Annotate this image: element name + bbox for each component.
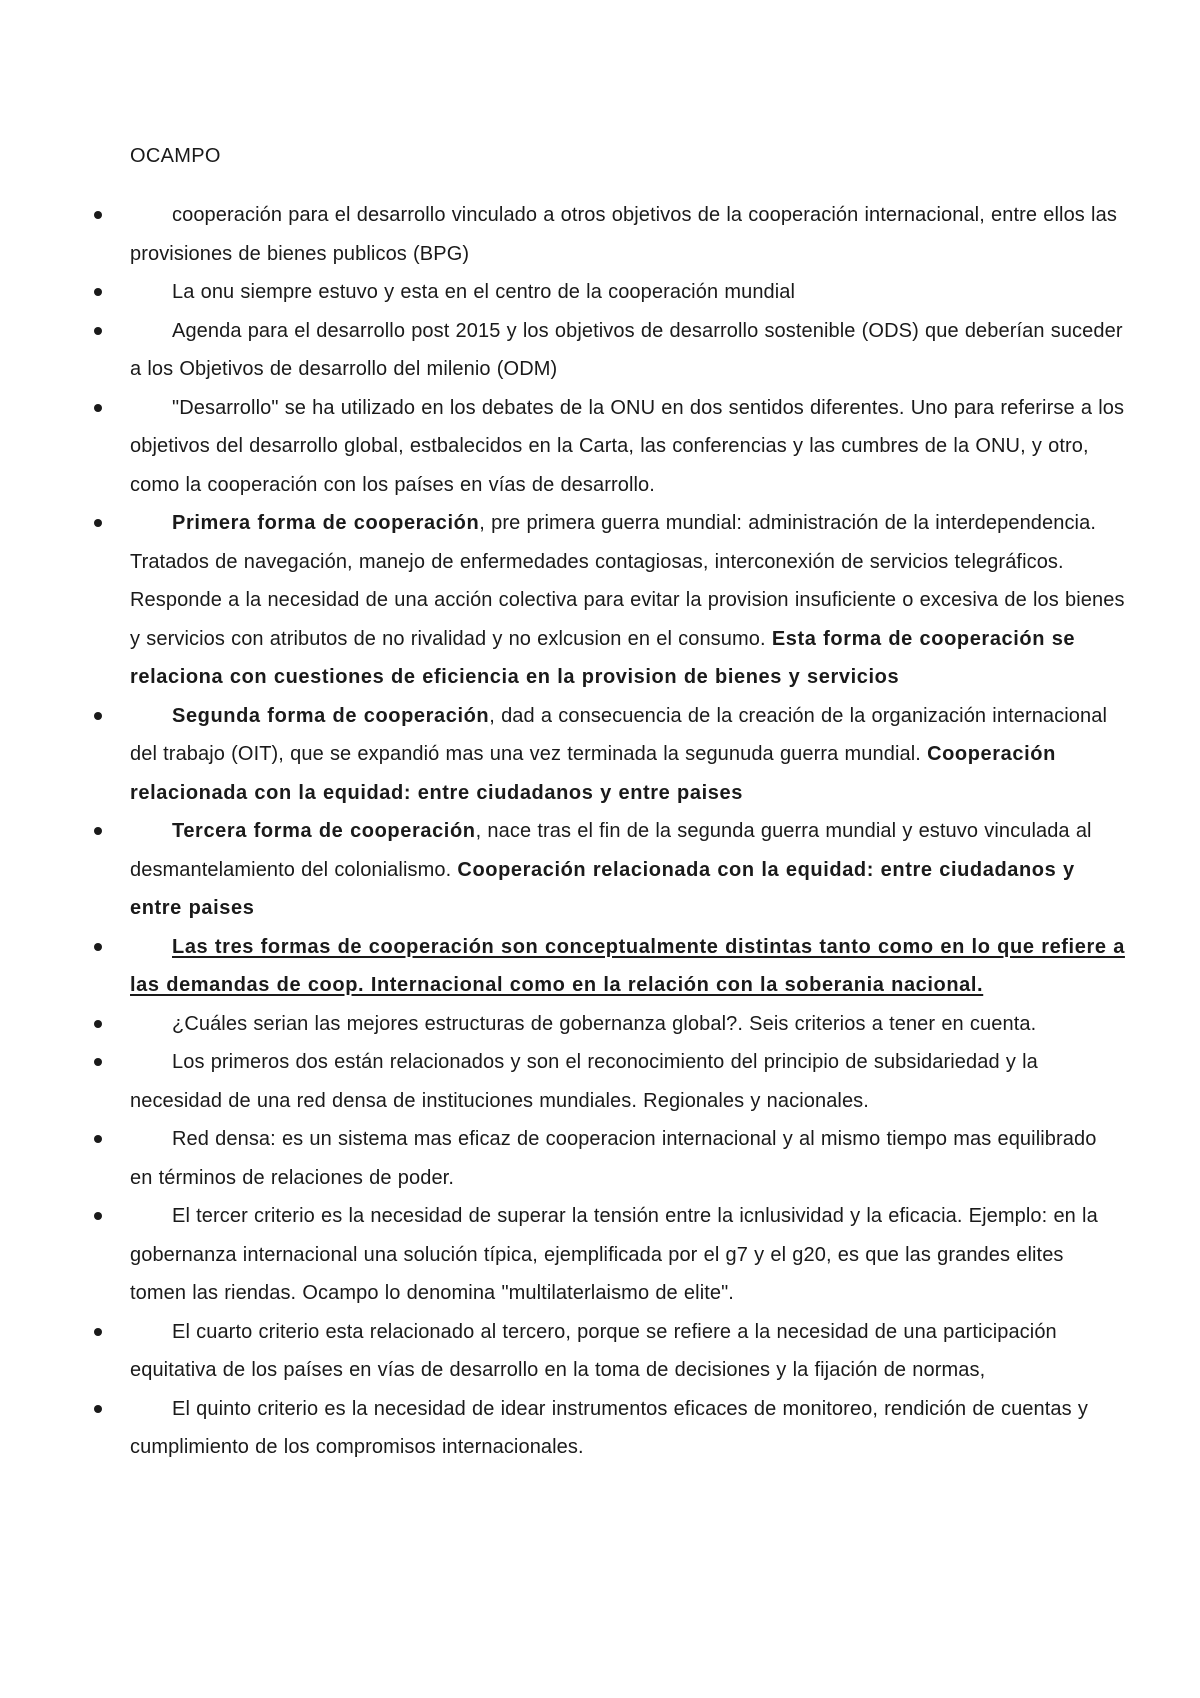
item-text: , nace tras el fin de la segunda guerra mundial y estuvo vinculada al desmantelamiento del colonialismo. [130,820,1092,881]
bullet-icon [94,211,102,219]
item-text: Los primeros dos están relacionados y son el reconocimiento del principio de subsidariedad y la necesidad de una red densa de instituciones mundiales. Regionales y nacionales. [130,1051,1038,1112]
bullet-icon [94,943,102,951]
bullet-icon [94,827,102,835]
item-lead-bold: Primera forma de cooperación [172,512,480,534]
bullet-icon [94,1020,102,1028]
list-item [0,1197,1200,1313]
item-tail-bold: Cooperación relacionada con la equidad: entre ciudadanos y entre paises [130,743,1056,804]
item-text: La onu siempre estuvo y esta en el centro de la cooperación mundial [172,281,796,303]
list-item [0,812,1200,928]
list-item [0,928,1200,1005]
item-bold-underline: Las tres formas de cooperación son conceptualmente distintas tanto como en lo que refiere a las demandas de coop. Internacional como en la relación con la soberania nacional. [130,935,1125,996]
item-text: , dad a consecuencia de la creación de la organización internacional del trabajo (OIT), que se expandió mas una vez terminada la segunuda guerra mundial. [130,704,1108,765]
bullet-icon [94,1135,102,1143]
bullet-icon [94,327,102,335]
bullet-icon [94,288,102,296]
bullet-icon [94,1212,102,1220]
list-item [0,697,1200,813]
item-lead-bold: Tercera forma de cooperación [172,820,476,842]
list-item [0,1043,1200,1120]
item-text: ¿Cuáles serian las mejores estructuras de gobernanza global?. Seis criterios a tener en cuenta. [172,1012,1037,1035]
list-item [0,1005,1200,1044]
list-item [0,389,1200,505]
list-item [0,312,1200,389]
bullet-icon [94,1058,102,1066]
list-item [0,1120,1200,1197]
list-item [0,1390,1200,1467]
bullet-icon [94,519,102,527]
item-text: , pre primera guerra mundial: administración de la interdependencia. Tratados de navegación, manejo de enfermedades contagiosas, interconexión de servicios telegráficos. Responde a la necesidad de una acción colectiva para evitar la provision insuficiente o excesiva de los bienes y servicios con atributos de no rivalidad y no exlcusion en el consumo. [130,512,1125,650]
item-text: cooperación para el desarrollo vinculado a otros objetivos de la cooperación internacional, entre ellos las provisiones de bienes publicos (BPG) [130,204,1117,265]
list-item [0,504,1200,697]
bullet-icon [94,404,102,412]
item-text: El tercer criterio es la necesidad de superar la tensión entre la icnlusividad y la eficacia. Ejemplo: en la gobernanza internacional una solución típica, ejemplificada por el g7 y el g20, es que las grandes elites tomen las riendas. Ocampo lo denomina "multilaterlaismo de elite". [130,1205,1098,1304]
document-title: OCAMPO [130,145,221,167]
item-text: El quinto criterio es la necesidad de idear instrumentos eficaces de monitoreo, rendición de cuentas y cumplimiento de los compromisos internacionales. [130,1397,1088,1458]
item-text: Red densa: es un sistema mas eficaz de cooperacion internacional y al mismo tiempo mas equilibrado en términos de relaciones de poder. [130,1128,1097,1189]
list-item [0,273,1200,312]
item-tail-bold: Esta forma de cooperación se relaciona con cuestiones de eficiencia en la provision de bienes y servicios [130,627,1076,688]
bullet-list [0,196,1200,1467]
bullet-icon [94,712,102,720]
list-item [0,196,1200,273]
bullet-icon [94,1328,102,1336]
item-lead-bold: Segunda forma de cooperación [172,704,490,727]
bullet-icon [94,1405,102,1413]
item-tail-bold: Cooperación relacionada con la equidad: entre ciudadanos y entre paises [130,858,1075,919]
list-item [0,1313,1200,1390]
item-text: El cuarto criterio esta relacionado al tercero, porque se refiere a la necesidad de una participación equitativa de los países en vías de desarrollo en la toma de decisiones y la fijación de normas, [130,1320,1057,1381]
item-text: "Desarrollo" se ha utilizado en los debates de la ONU en dos sentidos diferentes. Uno para referirse a los objetivos del desarrollo global, estbalecidos en la Carta, las conferencias y las cumbres de la ONU, y otro, como la cooperación con los países en vías de desarrollo. [130,396,1125,496]
item-text: Agenda para el desarrollo post 2015 y los objetivos de desarrollo sostenible (ODS) que deberían suceder a los Objetivos de desarrollo del milenio (ODM) [130,319,1123,380]
